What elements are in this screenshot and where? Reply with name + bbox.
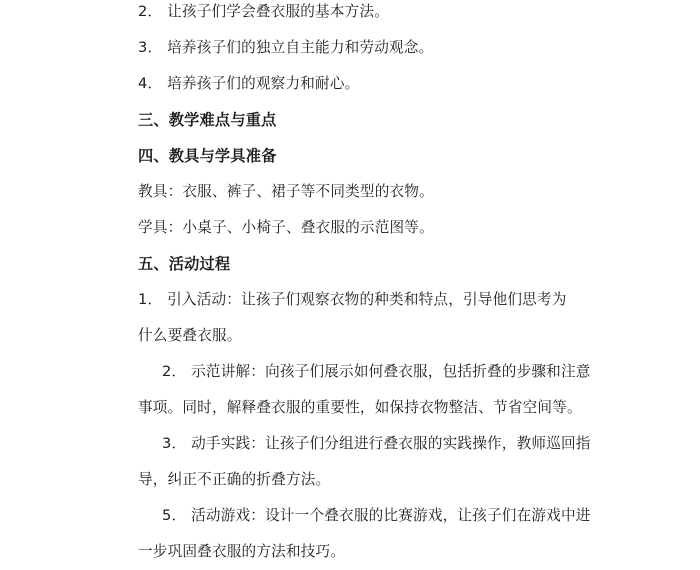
section-heading: 三、教学难点与重点 (138, 111, 277, 129)
list-item: 5． 活动游戏：设计一个叠衣服的比赛游戏，让孩子们在游戏中进 (162, 507, 591, 524)
document-body (138, 0, 591, 560)
section-heading: 四、教具与学具准备 (138, 147, 277, 165)
paragraph: 导，纠正不正确的折叠方法。 (138, 471, 331, 488)
list-item: 2． 示范讲解：向孩子们展示如何叠衣服，包括折叠的步骤和注意 (162, 363, 591, 380)
section-heading: 五、活动过程 (138, 255, 231, 273)
paragraph: 学具：小桌子、小椅子、叠衣服的示范图等。 (138, 219, 434, 236)
paragraph: 什么要叠衣服。 (138, 327, 242, 344)
paragraph: 事项。同时，解释叠衣服的重要性，如保持衣物整洁、节省空间等。 (138, 399, 582, 416)
list-item: 4． 培养孩子们的观察力和耐心。 (138, 75, 360, 92)
list-item: 3． 动手实践：让孩子们分组进行叠衣服的实践操作，教师巡回指 (162, 435, 591, 452)
list-item: 2． 让孩子们学会叠衣服的基本方法。 (138, 3, 390, 20)
list-item: 1． 引入活动：让孩子们观察衣物的种类和特点，引导他们思考为 (138, 291, 567, 308)
list-item: 3． 培养孩子们的独立自主能力和劳动观念。 (138, 39, 434, 56)
paragraph: 教具：衣服、裤子、裙子等不同类型的衣物。 (138, 183, 434, 200)
paragraph: 一步巩固叠衣服的方法和技巧。 (138, 543, 346, 560)
